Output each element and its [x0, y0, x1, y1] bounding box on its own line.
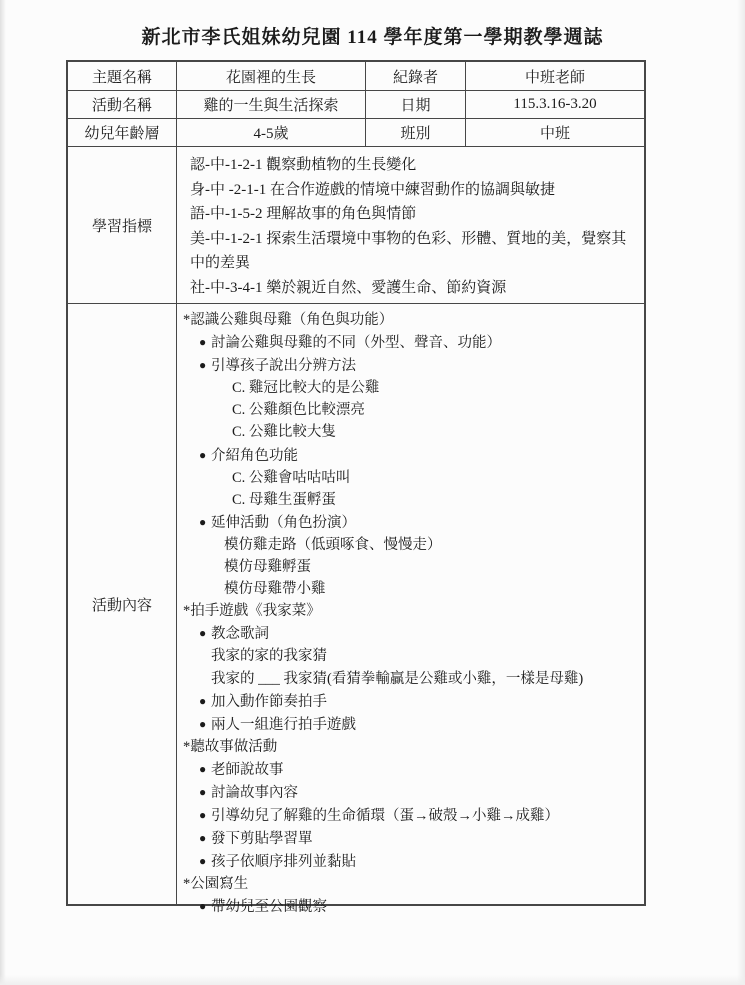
scan-edge-right — [737, 0, 745, 985]
activity-line: 模仿雞走路（低頭啄食、慢慢走） — [224, 536, 442, 553]
age-group-label: 幼兒年齡層 — [68, 119, 177, 146]
activity-line: ● 兩人一組進行拍手遊戲 — [177, 713, 638, 736]
scan-edge-bottom — [0, 975, 745, 985]
bullet-icon: ● — [199, 854, 207, 869]
activity-line: ● 教念歌詞 — [177, 622, 638, 645]
date-label: 日期 — [366, 91, 466, 118]
bullet-icon: ● — [199, 514, 207, 529]
table-row — [68, 91, 644, 119]
activity-line: ● 引導孩子說出分辨方法 — [177, 354, 638, 377]
age-group-value: 4-5歲 — [177, 119, 366, 146]
activity-line: *認識公雞與母雞（角色與功能） — [183, 312, 394, 328]
table-row — [68, 147, 644, 304]
learning-indicators-label: 學習指標 — [68, 147, 177, 303]
activity-line: C. 雞冠比較大的是公雞 — [232, 380, 380, 397]
activity-line: C. 公雞顏色比較漂亮 — [232, 402, 365, 419]
table-row — [68, 62, 644, 91]
bullet-icon: ● — [199, 716, 207, 731]
table-row — [68, 304, 644, 916]
activity-line: C. 公雞比較大隻 — [232, 424, 336, 441]
activity-line: ● 帶幼兒至公園觀察 — [177, 895, 638, 918]
bullet-icon: ● — [199, 831, 207, 846]
activity-line: ● 引導幼兒了解雞的生命循環（蛋→破殼→小雞→成雞） — [177, 804, 638, 827]
bullet-icon: ● — [199, 899, 207, 914]
bullet-icon: ● — [199, 358, 207, 373]
theme-name-label: 主題名稱 — [68, 62, 177, 90]
activity-line: 模仿母雞孵蛋 — [224, 559, 311, 576]
activity-line: ● 發下剪貼學習單 — [177, 827, 638, 850]
activity-line: *聽故事做活動 — [183, 738, 278, 755]
activity-line: ● 加入動作節奏拍手 — [177, 690, 638, 713]
activity-line: *公園寫生 — [183, 876, 249, 893]
learning-indicators-content — [177, 147, 644, 303]
bullet-icon: ● — [199, 761, 207, 776]
activity-line: 我家的 ___ 我家猜(看猜拳輸贏是公雞或小雞，一樣是母雞) — [211, 670, 584, 687]
activity-line: 模仿母雞帶小雞 — [224, 581, 326, 598]
recorder-value: 中班老師 — [524, 69, 585, 86]
activity-name-value: 雞的一生與生活探索 — [177, 91, 366, 118]
class-value: 中班 — [539, 126, 570, 142]
activity-line: *拍手遊戲《我家菜》 — [183, 603, 321, 620]
activity-line: C. 公雞會咕咕咕叫 — [232, 469, 351, 486]
activity-line: C. 母雞生蛋孵蛋 — [232, 491, 336, 508]
class-label: 班別 — [366, 119, 466, 146]
scan-edge-left — [0, 0, 6, 985]
indicator-line: 美-中-1-2-1 探索生活環境中事物的色彩、形體、質地的美，覺察其中的差異 — [190, 230, 627, 271]
activity-line: ● 孩子依順序排列並黏貼 — [177, 850, 638, 873]
table-row — [68, 119, 644, 147]
indicator-line: 社-中-3-4-1 樂於親近自然、愛護生命、節約資源 — [190, 279, 507, 296]
activity-name-label: 活動名稱 — [68, 91, 177, 118]
activity-line: ● 討論公雞與母雞的不同（外型、聲音、功能） — [177, 331, 638, 354]
document-title: 新北市李氏姐妹幼兒園 114 學年度第一學期教學週誌 — [141, 27, 604, 48]
indicator-line: 認-中-1-2-1 觀察動植物的生長變化 — [190, 157, 417, 173]
activity-line: ● 討論故事內容 — [177, 781, 638, 804]
activity-content-body — [177, 304, 644, 916]
activity-content-label: 活動內容 — [68, 304, 177, 904]
bullet-icon: ● — [199, 335, 207, 350]
bullet-icon: ● — [199, 447, 207, 462]
weekly-journal-table — [66, 60, 646, 916]
activity-line: ● 延伸活動（角色扮演） — [177, 511, 638, 534]
bullet-icon: ● — [199, 784, 207, 799]
indicator-line: 身-中 -2-1-1 在合作遊戲的情境中練習動作的協調與敏捷 — [190, 181, 555, 198]
bullet-icon: ● — [199, 626, 207, 641]
theme-name-value: 花園裡的生長 — [177, 62, 366, 90]
recorder-label: 紀錄者 — [366, 62, 466, 90]
bullet-icon: ● — [199, 693, 207, 708]
activity-line: ● 介紹角色功能 — [177, 444, 638, 467]
activity-line: ● 老師說故事 — [177, 758, 638, 781]
indicator-line: 語-中-1-5-2 理解故事的角色與情節 — [190, 206, 417, 222]
activity-line: 我家的家的我家猜 — [211, 648, 327, 665]
date-value: 115.3.16-3.20 — [513, 96, 597, 112]
bullet-icon: ● — [199, 808, 207, 823]
